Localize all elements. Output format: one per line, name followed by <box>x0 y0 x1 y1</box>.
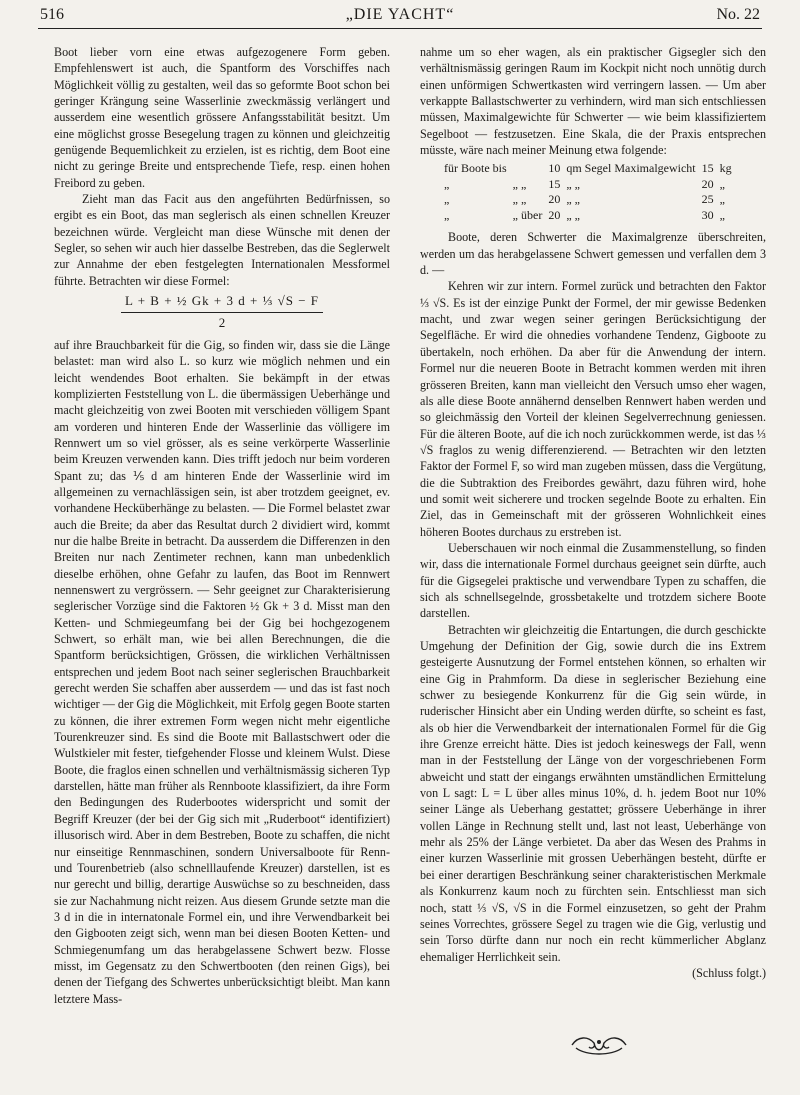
scale-cell: 15 <box>548 176 561 191</box>
scale-cell: „ „ <box>512 176 527 191</box>
paragraph: auf ihre Brauchbarkeit für die Gig, so finden wir, dass sie die Länge belastet: man wird also L. so kurz wie möglich nehmen und ein leicht wendendes Boot erhalten. Sie bekämpft in der etwas komplizierten Feststellung von L. die übermässigen Ueberhänge und macht gleichzeitig von zwei Booten mit verschieden völligem Spant am vorderen und hinteren Ende der Wasserlinie das völligere im Rennwert um so viel grösser, als es seine verkörperte Wasserlinie beim Kreuzen verwenden kann. Dies trifft jedoch nur beim vorderen Spant zu; das ⅕ d am hinteren Ende der Wasserlinie wird im allgemeinen zu vernachlässigen sein, ist aber trotzdem geeignet, ev. vorhandene Hecküberhänge zu belasten. — Die Formel belastet zwar auch die Breite; da aber das Resultat durch 2 dividiert wird, kommt nur die halbe Breite in betracht. Da ausserdem die Differenzen in den Breiten nur nach Zentimeter rechnen, kann man unbedenklich dieselbe erhöhen, ohne Gefahr zu laufen, das Boot im Rennwert nennenswert zu vergrössern. — Sehr geeignet zur Charakterisierung seglerischer Vorzüge sind die Faktoren ½ Gk + 3 d. Misst man den Ketten- und Schmiegeumfang bei der Gig bei hochgezogenem Schwert, so erhält man, wie bei allen Berechnungen, die die Spantform berücksichtigen, Grössen, die wirklichen Verhältnissen entsprechen und jedem Boot nach seiner seglerischen Brauchbarkeit gerecht werden Sie schaffen aber ausserdem — und das ist fast noch wichtiger — der Gig die Möglichkeit, mit Erfolg gegen Boote starten zu können, die ihrer extremen Form wegen nicht mehr eigentliche Tourenkreuzer sind. Es sind die Boote mit Ballastschwert oder die Wulstkieler mit fester, tiefgehender Flosse und kleinem Wulst. Diese Boote, die fraglos einen schnellen und verhältnismässig sicheren Typ darstellen, hätte man früher als Rennboote klassifiziert, da ihre Form den Bedingungen des Ruderbootes widerspricht und somit der Begriff Kreuzer (der bei der Gig sich mit „Ruderboot“ identifiziert) illusorisch wird. Aber in dem Bestreben, Boote zu schaffen, die nicht nur einseitige Rennmaschinen, sondern Universalboote für Renn- und Tourenbetrieb (also schnelllaufende Kreuzer) darstellen, ist es nur gerecht und billig, derartige Auswüchse so zu beschneiden, dass sie zur Nachahmung nicht reizen. Aus diesem Grunde setzte man die 3 d in die in internatonale Formel ein, und ihre Verwendbarkeit bei den Gigbooten zeigt sich, wenn man bei diesen Booten Ketten- und Schmiegenumfang um das herabgelassene Schwert bezw. Flosse misst, im Gegensatz zu den Schwertbooten (den reinen Gigs), bei denen der Tiefgang des Schwertes unberücksichtigt bleibt. Man kann letztere Mass- <box>54 337 390 1006</box>
paragraph: Kehren wir zur intern. Formel zurück und betrachten den Faktor ⅓ √S. Es ist der einzige Punkt der Formel, der mir gewisse Bedenken macht, und zwar wegen seiner geringen Berücksichtigung der Segelfläche. Er wird die ohnedies vorhandene Tendenz, Gigboote zu übertakeln, noch erhöhen. Da aber für die Anwendung der intern. Formel nur die neueren Boote in Betracht kommen werden mit ihren grösseren Breiten, kann man vielleicht den Versuch umso eher wagen, als alle diese Boote annähernd denselben Rennwert haben werden und so gleichmässig den Vorteil der kleinen Segelverrechnung geniessen. Für die älteren Boote, auf die ich noch zurückkommen werde, ist das ⅓ √S fraglos zu wenig differenzierend. — Betrachten wir den letzten Faktor der Formel F, so wird man zugeben müssen, dass die Vergütung, die die Subtraktion des Freibordes gewährt, dazu führen wird, hohe und somit weit sicherere und trocken segelnde Boote zu erhalten. Ein Ziel, das in Gemeinschaft mit der grösseren Wohnlichkeit eines höheren Bootes durchaus zu erstreben ist. <box>420 279 766 539</box>
issue-number: No. 22 <box>716 6 760 23</box>
scale-cell: kg <box>719 161 732 176</box>
page-header <box>40 6 760 28</box>
left-column <box>54 44 390 1007</box>
scale-cell: 20 <box>548 192 561 207</box>
paragraph: Ueberschauen wir noch einmal die Zusammenstellung, so finden wir, dass die internationale Formel durchaus geeignet sein dürfte, auch für die Gigsegelei praktische und verwendbare Typen zu schaffen, die sich als schnellsegelnde, grossbetakelte und trotzdem sichere Boote darstellen. <box>420 540 766 621</box>
scale-cell: „ <box>719 176 725 191</box>
page-number: 516 <box>40 6 64 23</box>
scale-cell: qm Segel Maximalgewicht <box>566 161 696 176</box>
header-rule <box>38 28 762 29</box>
scale-row <box>444 161 738 177</box>
scale-cell: „ „ <box>566 176 580 191</box>
scale-cell: 25 <box>701 192 714 207</box>
scale-cell: „ „ <box>566 192 580 207</box>
scale-cell: 15 <box>701 161 714 176</box>
scale-cell: „ „ <box>512 192 527 207</box>
scale-cell: „ über <box>512 207 543 222</box>
formula-denominator: 2 <box>218 314 226 330</box>
formula-numerator: L + B + ½ Gk + 3 d + ⅓ √S − F <box>121 293 323 312</box>
scale-cell: „ <box>719 192 725 207</box>
scale-cell: „ <box>444 192 450 207</box>
scale-row <box>444 177 738 193</box>
paragraph: Boote, deren Schwerter die Maximalgrenze überschreiten, werden um das herabgelassene Schwert gemessen und verfallen dem 3 d. — <box>420 230 766 278</box>
scale-cell: „ <box>444 176 450 191</box>
scale-row <box>444 208 738 224</box>
scale-cell: 10 <box>548 161 561 176</box>
paragraph: Boot lieber vorn eine etwas aufgezogenere Form geben. Empfehlenswert ist auch, die Spantform des Vorschiffes nach Möglichkeit völlig zu gestalten, weil das so geformte Boot schon bei geringer Krängung seine Wasserlinie zweckmässig verlängert und ausserdem eine wesentlich grössere Anfangsstabilität besitzt. Um eine möglichst grosse Besegelung tragen zu können und gleichzeitig genügende Bequemlichkeit zu erzielen, ist es richtig, dem Boot eine nicht zu geringe Breite und entsprechende Tiefe, resp. einen hohen Freibord zu geben. <box>54 45 390 190</box>
journal-title: „DIE YACHT“ <box>345 6 455 23</box>
paragraph: Betrachten wir gleichzeitig die Entartungen, die durch geschickte Umgehung der Definition der Gig, sowie durch die ins Extrem gesteigerte Ausnutzung der Formel entstehen können, so erhalten wir eine Gig in Prahmform. Da diese in seglerischer Beziehung eine schwer zu besiegende Konkurrenz für die Gig sein würde, in ruderischer Hinsicht aber ein Unding werden dürfte, so scheint es fast, als ob hier die Verwendbarkeit der internationalen Formel für die Gig ihre Grenze erreicht hätte. Dies ist jedoch keineswegs der Fall, wenn man in der Feststellung der Länge von der vorgeschriebenen Form abweicht und statt der eingangs erwähnten umständlichen Ermittelung von L sagt: L = L über alles minus 10%, d. h. jedem Boot nur 10% seiner Länge als Ueberhang gestattet; grössere Ueberhänge in ihrer vollen Länge in Rechnung stellt und, last not least, Ueberhänge von mehr als 25% der Länge verbietet. Da aber das Wesen des Prahms in einer kurzen Wasserlinie mit grossen Ueberhängen besteht, dürfte er bei einer derartigen Beschränkung seiner charakteristischen Merkmale als Konkurrenz kaum noch zu fürchten sein. Entschliesst man sich noch, statt ⅓ √S, √S in die Formel einzusetzen, so geht der Prahm seines Vorrechtes, grössere Segel zu tragen wie die Gig, verlustig und sein Torso dürfte dann nur noch ein recht kümmerlicher Abglanz ehemaliger Herrlichkeit sein. <box>420 622 766 964</box>
scale-cell <box>513 161 549 177</box>
scale-cell: „ <box>719 207 725 222</box>
paragraph: Zieht man das Facit aus den angeführten Bedürfnissen, so ergibt es ein Boot, das man seglerisch als einen schnellen Kreuzer bezeichnen würde. Vergleicht man diese Wünsche mit denen der Segler, so sehen wir auch hier dasselbe Bestreben, das die Seglerwelt zur Annahme der eben festgelegten Internationalen Messformel führte. Betrachten wir diese Formel: <box>54 192 390 288</box>
measurement-formula <box>54 293 390 331</box>
scale-cell: „ <box>444 207 450 222</box>
scale-cell: „ „ <box>566 207 580 222</box>
scale-cell: 20 <box>548 207 561 222</box>
scale-cell: 30 <box>701 207 714 222</box>
scale-cell: 20 <box>701 176 714 191</box>
vignette-ornament-icon <box>568 1034 630 1056</box>
scale-row <box>444 192 738 208</box>
weight-scale-table <box>444 161 738 223</box>
continuation-note: (Schluss folgt.) <box>692 965 766 980</box>
right-column <box>420 44 766 981</box>
scale-cell: für Boote bis <box>444 161 507 176</box>
paragraph: nahme um so eher wagen, als ein praktischer Gigsegler sich den verhältnismässig geringen Raum im Kockpit nicht noch unnötig durch einen unförmigen Schwertkasten wird verringern lassen. — Um aber verkappte Ballastschwerter zu verhindern, wird man sich entschliessen müssen, Maximalgewichte für Schwerter — wie beim klassifiziertem Segelboot — festzusetzen. Eine Skala, die der Praxis entsprechen müsste, wäre nach meiner Meinung etwa folgende: <box>420 45 766 158</box>
